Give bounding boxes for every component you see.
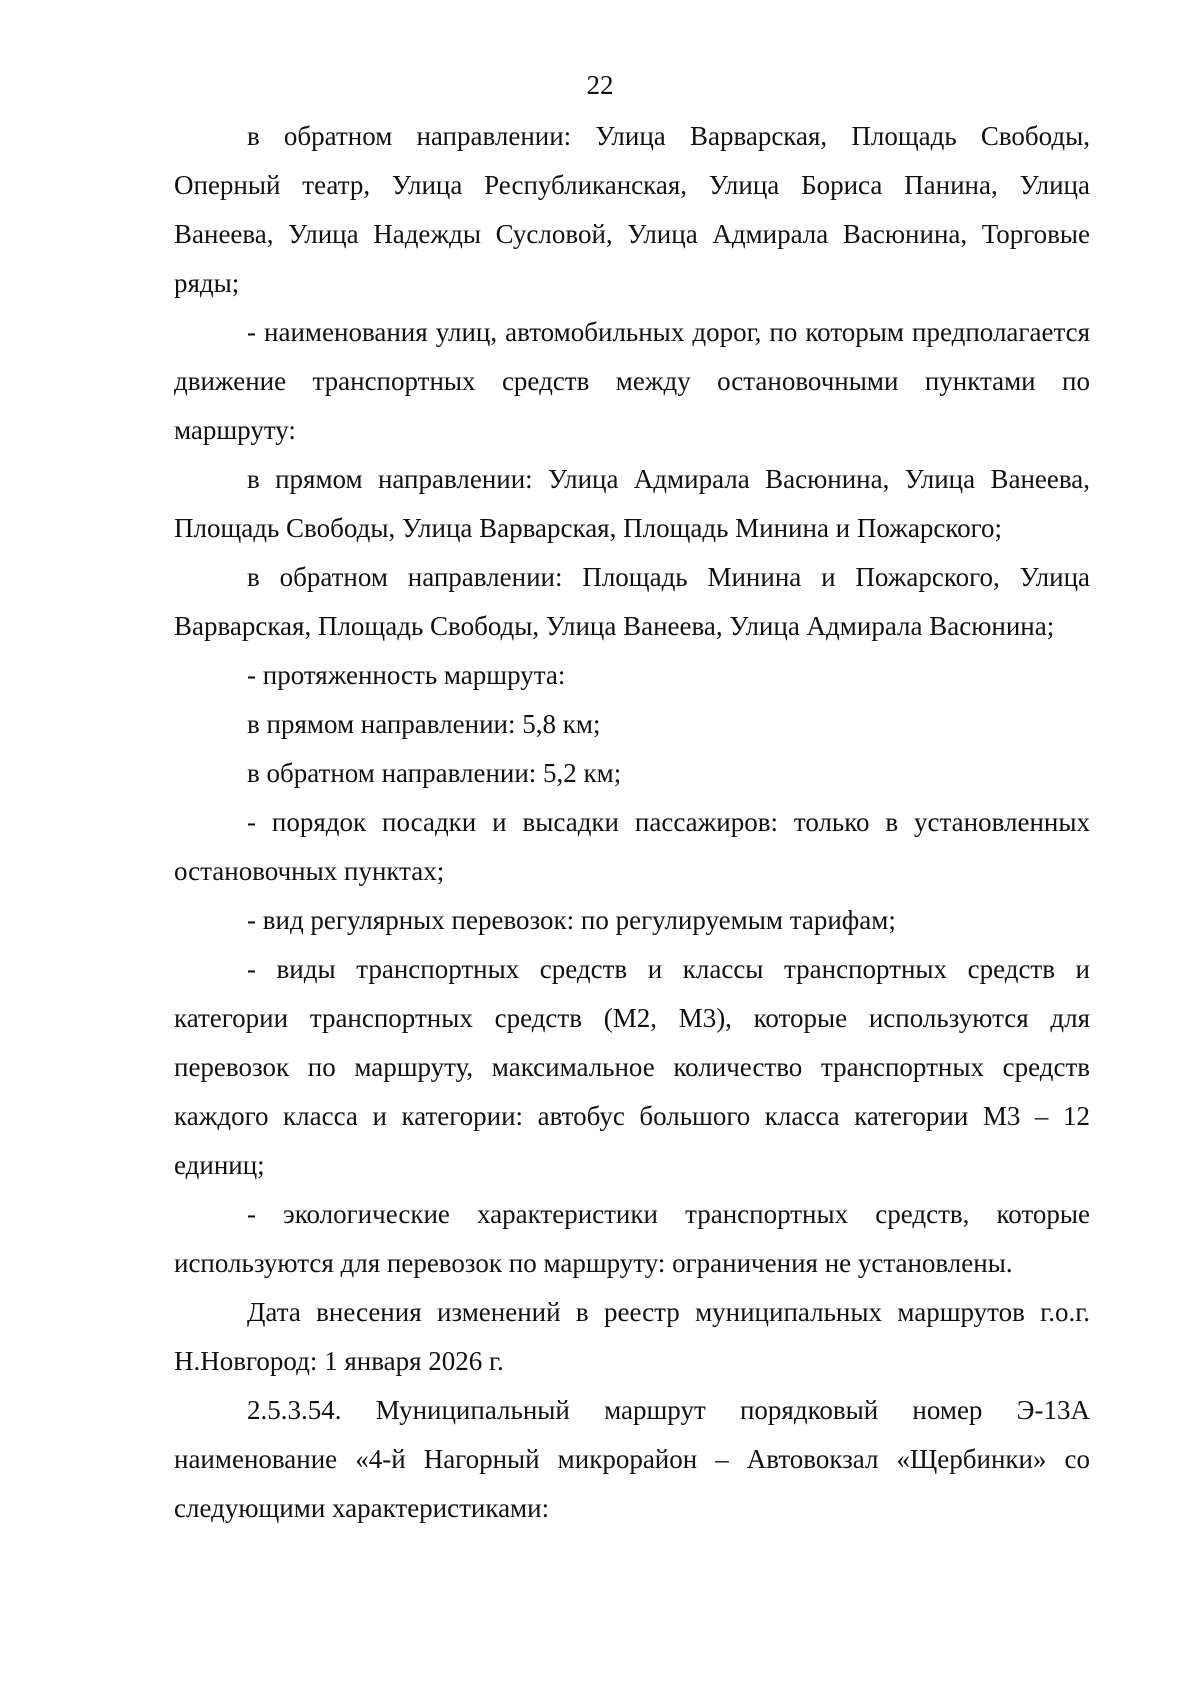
paragraph-route-e13a-heading: 2.5.3.54. Муниципальный маршрут порядковый номер Э-13А наименование «4-й Нагорный микрорайон – Автовокзал «Щербинки» со следующими характеристиками: — [174, 1395, 1090, 1523]
paragraph-return-length: в обратном направлении: 5,2 км; — [247, 758, 622, 788]
document-body — [174, 112, 1090, 1533]
paragraph-registry-change-date: Дата внесения изменений в реестр муниципальных маршрутов г.о.г. Н.Новгород: 1 января 2026 г. — [174, 1297, 1090, 1376]
paragraph-vehicle-classes: - виды транспортных средств и классы транспортных средств и категории транспортных средств (М2, М3), которые используются для перевозок по маршруту, максимальное количество транспортных средств каждого класса и категории: автобус большого класса категории М3 – 12 единиц; — [174, 954, 1090, 1180]
page-number: 22 — [586, 70, 614, 100]
paragraph-forward-direction-streets: в прямом направлении: Улица Адмирала Васюнина, Улица Ванеева, Площадь Свободы, Улица Варварская, Площадь Минина и Пожарского; — [174, 464, 1090, 543]
paragraph-route-length-heading: - протяженность маршрута: — [247, 660, 566, 690]
paragraph-ecological-characteristics: - экологические характеристики транспортных средств, которые используются для перевозок по маршруту: ограничения не установлены. — [174, 1199, 1090, 1278]
paragraph-return-direction-streets: в обратном направлении: Площадь Минина и Пожарского, Улица Варварская, Площадь Свободы, Улица Ванеева, Улица Адмирала Васюнина; — [174, 562, 1090, 641]
paragraph-street-names-heading: - наименования улиц, автомобильных дорог, по которым предполагается движение транспортных средств между остановочными пунктами по маршруту: — [174, 317, 1090, 445]
paragraph-return-direction-stops: в обратном направлении: Улица Варварская, Площадь Свободы, Оперный театр, Улица Республиканская, Улица Бориса Панина, Улица Ванеева, Улица Надежды Сусловой, Улица Адмирала Васюнина, Торговые ряды; — [174, 121, 1090, 298]
paragraph-boarding-order: - порядок посадки и высадки пассажиров: только в установленных остановочных пунктах; — [174, 807, 1090, 886]
paragraph-forward-length: в прямом направлении: 5,8 км; — [247, 709, 601, 739]
paragraph-transport-type: - вид регулярных перевозок: по регулируемым тарифам; — [247, 905, 896, 935]
